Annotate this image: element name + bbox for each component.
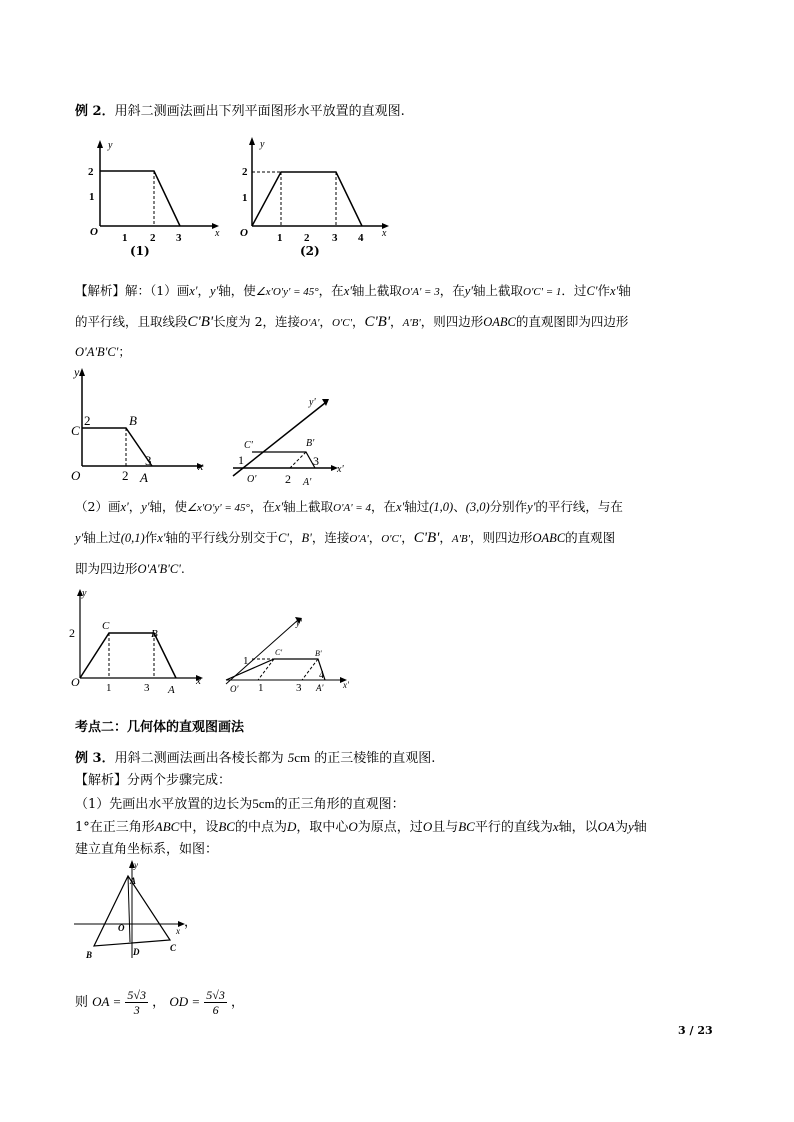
svg-text:y: y: [108, 140, 113, 151]
figure-1-caption: (1): [130, 244, 150, 258]
svg-text:3: 3: [313, 454, 319, 468]
svg-text:3: 3: [332, 232, 338, 244]
svg-text:3: 3: [296, 682, 302, 694]
example3-title: 例 3．用斜二测画法画出各棱长都为 5cm 的正三棱锥的直观图.: [75, 750, 436, 766]
svg-text:B: B: [151, 628, 158, 640]
svg-text:y: y: [82, 588, 87, 599]
svg-text:y: y: [134, 860, 138, 870]
svg-text:2: 2: [88, 166, 94, 178]
svg-text:4: 4: [319, 670, 324, 681]
svg-text:O: O: [71, 468, 81, 483]
svg-text:1: 1: [242, 192, 248, 204]
svg-text:2: 2: [304, 232, 310, 244]
svg-text:C: C: [170, 943, 177, 953]
svg-text:1: 1: [122, 232, 128, 244]
solution-2-line-2: y'轴上过(0,1)作x'轴的平行线分别交于C'，B'，连接O'A'，O'C'，C'B'，A'B'，则四边形OABC的直观图: [75, 530, 616, 546]
svg-text:O: O: [71, 675, 80, 689]
figure-trailing-comma: ，: [184, 915, 198, 930]
svg-text:D: D: [133, 947, 140, 957]
solution-1-oblique-figure: [225, 393, 355, 485]
svg-text:3: 3: [176, 232, 182, 244]
svg-text:x: x: [176, 926, 180, 936]
svg-text:y: y: [260, 139, 265, 150]
svg-text:2: 2: [122, 468, 129, 483]
svg-text:x: x: [215, 228, 220, 239]
svg-text:3: 3: [145, 453, 152, 468]
svg-text:O: O: [118, 923, 125, 933]
svg-text:x': x': [343, 680, 349, 690]
svg-text:1: 1: [238, 453, 244, 467]
solution-1-line-1: 【解析】解：（1）画x'，y'轴，使∠x'O'y' = 45°，在x'轴上截取O'A' = 3，在y'轴上截取O'C' = 1．过C'作x'轴: [75, 283, 631, 298]
svg-text:O': O': [230, 684, 239, 694]
svg-text:A': A': [303, 477, 312, 485]
svg-text:B: B: [86, 950, 93, 960]
svg-text:2: 2: [242, 166, 248, 178]
svg-text:A: A: [168, 684, 175, 696]
svg-text:4: 4: [358, 232, 364, 244]
section-heading: 考点二：几何体的直观图画法: [75, 720, 245, 735]
svg-text:x: x: [196, 675, 201, 687]
svg-text:1: 1: [106, 682, 112, 694]
svg-text:A: A: [140, 470, 148, 485]
svg-text:2: 2: [69, 626, 75, 640]
oa-fraction: $\frac{5√3}{3}$: [127, 988, 147, 1017]
example2-title: 例 2．用斜二测画法画出下列平面图形水平放置的直观图.: [75, 104, 405, 119]
svg-text:2: 2: [84, 413, 91, 428]
example3-analysis: 【解析】分两个步骤完成：: [75, 773, 232, 788]
svg-text:A: A: [130, 876, 137, 886]
solution-1-line-3: O'A'B'C'；: [75, 344, 131, 359]
svg-text:B': B': [306, 438, 315, 449]
svg-text:1: 1: [243, 655, 249, 667]
example3-step-1: （1）先画出水平放置的边长为5cm的正三角形的直观图：: [75, 796, 405, 812]
svg-text:2: 2: [150, 232, 156, 244]
solution-1-line-2: 的平行线，且取线段C'B'长度为 2，连接O'A'，O'C'，C'B'，A'B'，则四边形OABC的直观图即为四边形: [75, 314, 629, 330]
svg-text:1: 1: [258, 682, 264, 694]
svg-text:B': B': [315, 649, 322, 658]
od-fraction: $\frac{5√3}{6}$: [206, 988, 225, 1017]
figure-2-caption: (2): [300, 244, 320, 258]
svg-text:B: B: [129, 413, 137, 428]
svg-text:1: 1: [277, 232, 283, 244]
solution-2-line-3: 即为四边形O'A'B'C'.: [75, 561, 185, 576]
svg-text:O: O: [90, 226, 98, 238]
svg-text:x: x: [382, 228, 387, 239]
svg-text:C': C': [275, 648, 283, 657]
svg-text:O: O: [240, 227, 248, 239]
svg-text:C: C: [102, 620, 110, 632]
triangle-coordinate-figure: [70, 858, 200, 966]
solution-2-original-figure: [64, 586, 214, 696]
svg-text:3: 3: [144, 682, 150, 694]
page-number: 3 / 23: [678, 1024, 713, 1037]
svg-text:O': O': [247, 474, 257, 485]
svg-text:A': A': [316, 683, 324, 693]
svg-text:x': x': [337, 464, 344, 475]
example3-step-2: 1°在正三角形ABC中，设BC的中点为D，取中心O为原点，过O且与BC平行的直线为x轴，以OA为y轴: [75, 819, 647, 835]
svg-text:2: 2: [285, 472, 291, 485]
example3-step-3: 建立直角坐标系，如图：: [75, 842, 219, 857]
solution-2-line-1: （2）画x'，y'轴，使∠x'O'y' = 45°，在x'轴上截取O'A' = 4，在x'轴过(1,0)、(3,0)分别作y'的平行线，与在: [75, 499, 623, 514]
solution-2-oblique-figure: [222, 614, 357, 696]
svg-text:C: C: [71, 423, 80, 438]
svg-text:y': y': [309, 397, 316, 408]
solution-1-original-figure: [62, 364, 212, 486]
svg-text:C': C': [244, 440, 253, 451]
svg-text:x: x: [198, 459, 204, 473]
example3-result: 则 OA = $\frac{5√3}{3}$ ， OD = $\frac{5√3}{6}$ ，: [75, 988, 245, 1017]
svg-text:1: 1: [89, 191, 95, 203]
svg-text:y': y': [296, 618, 302, 628]
svg-text:y: y: [74, 365, 80, 379]
